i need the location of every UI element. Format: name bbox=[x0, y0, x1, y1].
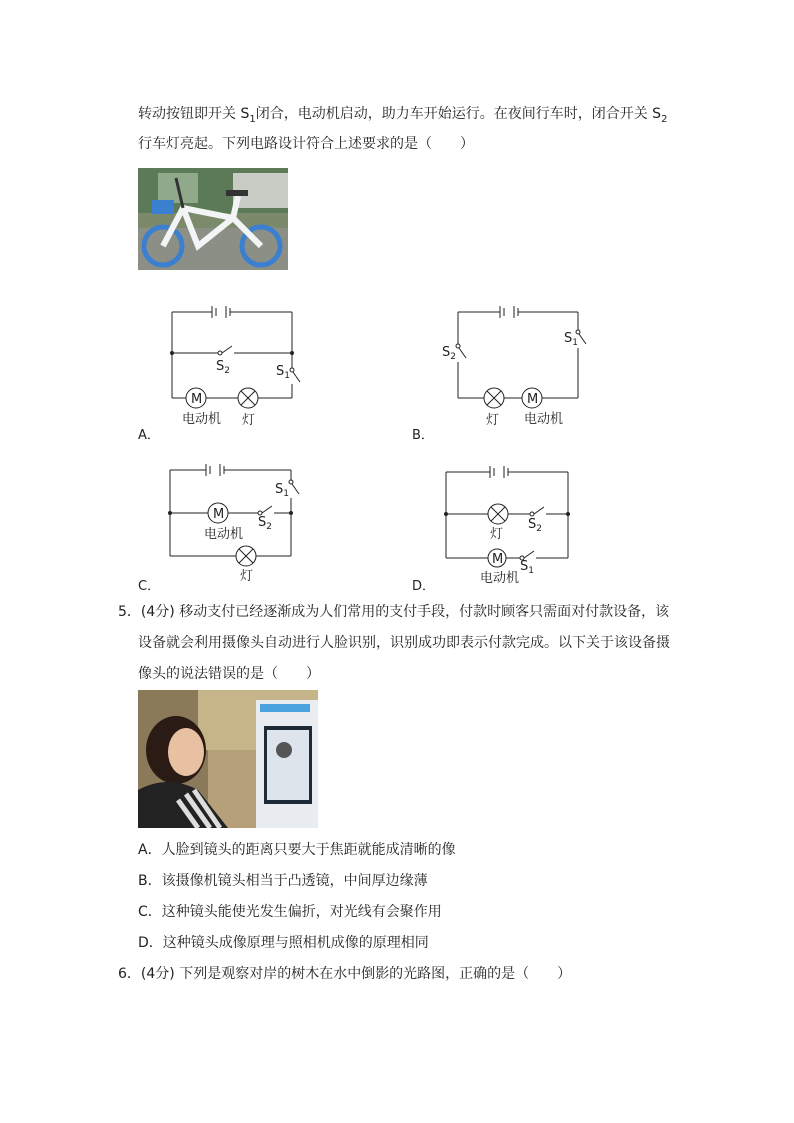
circuit-d-s2: $S_2$ bbox=[528, 517, 542, 534]
circuit-c-motor-label: 电动机 bbox=[204, 527, 244, 542]
bike-photo bbox=[138, 168, 288, 270]
circuit-a-motor-label: 电动机 bbox=[182, 412, 222, 427]
circuit-a bbox=[160, 300, 320, 434]
circuit-c-s2: $S_2$ bbox=[258, 515, 272, 532]
circuit-d-diagram bbox=[436, 458, 596, 588]
q5-choice-b[interactable]: B．该摄像机镜头相当于凸透镜，中间厚边缘薄 bbox=[138, 873, 428, 889]
circuit-a-s1: $S_1$ bbox=[276, 364, 290, 381]
q5-choice-d[interactable]: D．这种镜头成像原理与照相机成像的原理相同 bbox=[138, 935, 429, 951]
circuit-b-motor-label: 电动机 bbox=[524, 412, 564, 427]
circuit-a-lamp-label: 灯 bbox=[242, 413, 256, 428]
circuit-d-lamp-label: 灯 bbox=[490, 527, 504, 542]
circuit-b-diagram bbox=[440, 300, 600, 430]
option-d-label: D． bbox=[412, 579, 436, 594]
circuit-c-m: M bbox=[213, 507, 225, 522]
circuit-b-s1: $S_1$ bbox=[564, 331, 578, 348]
circuit-d-motor-label: 电动机 bbox=[480, 571, 520, 586]
option-b-label: B． bbox=[412, 428, 434, 443]
circuit-c bbox=[160, 458, 320, 592]
q4-stem-line2: 行车灯亮起。下列电路设计符合上述要求的是（ ） bbox=[138, 136, 474, 152]
q5-choice-a[interactable]: A．人脸到镜头的距离只要大于焦距就能成清晰的像 bbox=[138, 842, 456, 858]
circuit-c-s1: $S_1$ bbox=[275, 482, 289, 499]
option-a-label: A． bbox=[138, 428, 160, 443]
option-c-label: C． bbox=[138, 579, 161, 594]
bike-image bbox=[138, 168, 288, 270]
circuit-d-s1: $S_1$ bbox=[520, 559, 534, 576]
circuit-c-diagram bbox=[160, 458, 320, 588]
q6-stem-line1: 6．(4分) 下列是观察对岸的树木在水中倒影的光路图，正确的是（ ） bbox=[118, 966, 572, 982]
face-payment-photo bbox=[138, 690, 318, 828]
q5-choice-c[interactable]: C．这种镜头能使光发生偏折，对光线有会聚作用 bbox=[138, 904, 442, 920]
circuit-d-m: M bbox=[492, 552, 504, 567]
circuit-c-lamp-label: 灯 bbox=[240, 569, 254, 584]
q5-stem-line1: 5．(4分) 移动支付已经逐渐成为人们常用的支付手段，付款时顾客只需面对付款设备，该 bbox=[118, 604, 670, 620]
circuit-a-diagram bbox=[160, 300, 320, 430]
circuit-a-s2: $S_2$ bbox=[216, 359, 230, 376]
face-payment-image bbox=[138, 690, 318, 828]
circuit-d bbox=[436, 458, 596, 592]
circuit-b-m: M bbox=[527, 392, 539, 407]
q4-stem-line1: 转动按钮即开关 $S_1$闭合，电动机启动，助力车开始运行。在夜间行车时，闭合开关 $S_2$ bbox=[138, 106, 668, 125]
circuit-b bbox=[440, 300, 600, 434]
q5-stem-line2: 设备就会利用摄像头自动进行人脸识别，识别成功即表示付款完成。以下关于该设备摄 bbox=[138, 635, 670, 651]
circuit-b-lamp-label: 灯 bbox=[486, 413, 500, 428]
circuit-b-s2: $S_2$ bbox=[442, 345, 456, 362]
q5-stem-line3: 像头的说法错误的是（ ） bbox=[138, 666, 320, 682]
circuit-a-m: M bbox=[191, 392, 203, 407]
